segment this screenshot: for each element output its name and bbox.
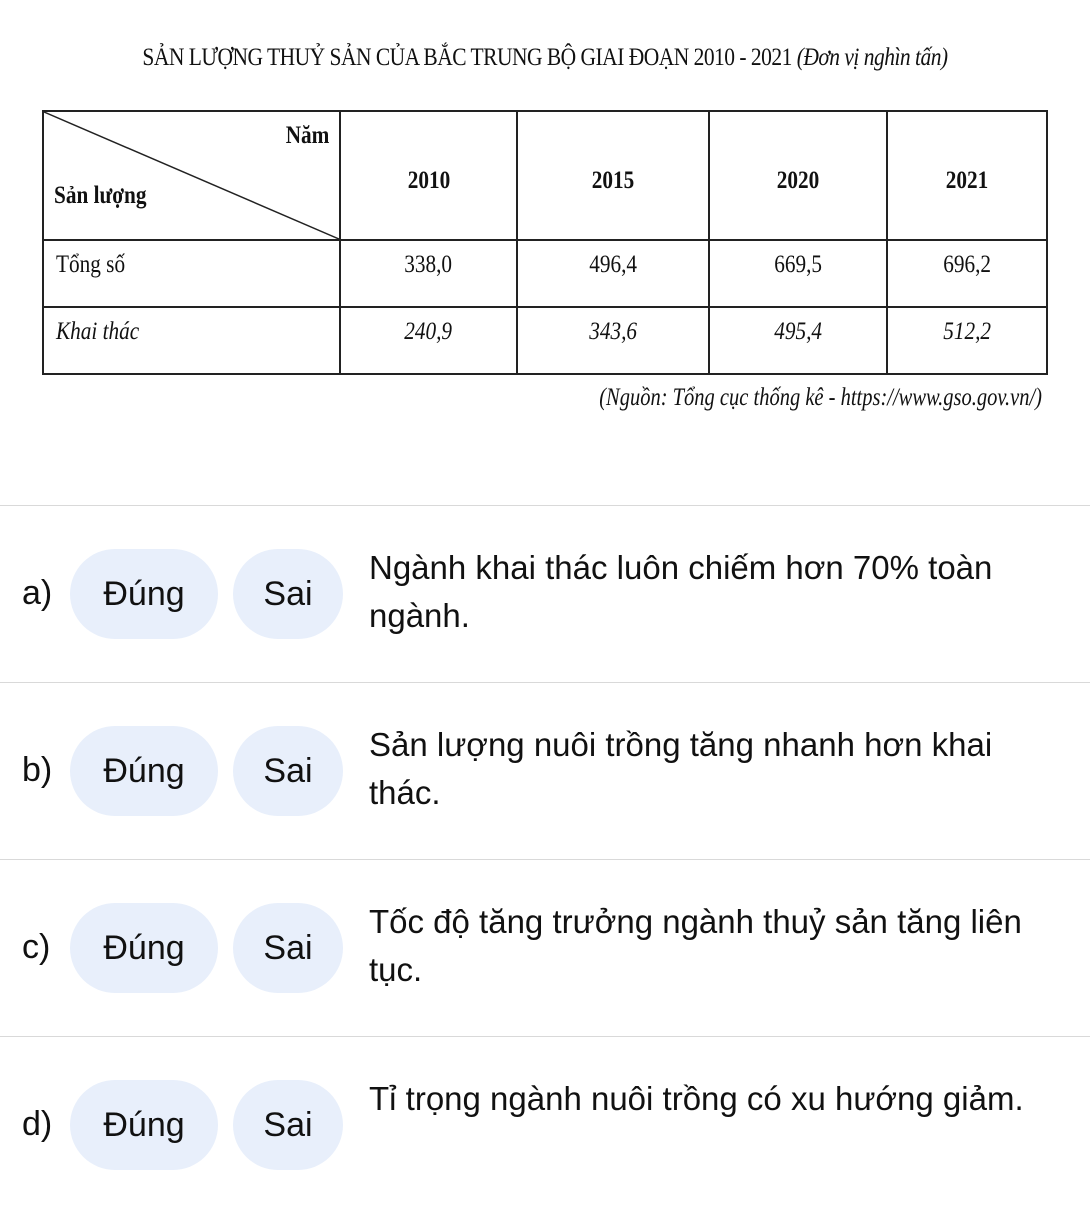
cell-fishing-2020: 495,4 (709, 307, 887, 374)
question-statement: Ngành khai thác luôn chiếm hơn 70% toàn ngành. (369, 549, 993, 634)
source-note: (Nguồn: Tổng cục thống kê - https://www.gso.gov.vn/) (599, 384, 1042, 411)
true-button[interactable]: Đúng (70, 549, 218, 639)
header-year-2021: 2021 (887, 111, 1047, 240)
table-header-row (43, 111, 1047, 240)
false-button[interactable]: Sai (233, 726, 343, 816)
question-statement: Tỉ trọng ngành nuôi trồng có xu hướng giảm. (369, 1080, 1024, 1117)
table-row-fishing (43, 307, 1047, 374)
table-row-total (43, 240, 1047, 307)
row-label-fishing: Khai thác (43, 307, 340, 374)
corner-year-label: Năm (285, 122, 329, 149)
cell-total-2020: 669,5 (709, 240, 887, 307)
true-button[interactable]: Đúng (70, 1080, 218, 1170)
cell-fishing-2015: 343,6 (517, 307, 709, 374)
false-button[interactable]: Sai (233, 549, 343, 639)
question-document-image (0, 0, 1090, 505)
header-year-2020: 2020 (709, 111, 887, 240)
header-year-2015: 2015 (517, 111, 709, 240)
cell-total-2010: 338,0 (340, 240, 517, 307)
document-title (76, 44, 1013, 72)
true-button[interactable]: Đúng (70, 903, 218, 993)
document-title-text: SẢN LƯỢNG THUỶ SẢN CỦA BẮC TRUNG BỘ GIAI ĐOẠN 2010 - 2021 (142, 44, 792, 71)
cell-total-2021: 696,2 (887, 240, 1047, 307)
header-year-2010: 2010 (340, 111, 517, 240)
document-unit: (Đơn vị nghìn tấn) (796, 44, 948, 71)
question-letter: c) (22, 928, 51, 966)
question-letter: d) (22, 1105, 53, 1143)
question-row-a (0, 506, 1090, 682)
corner-quantity-label: Sản lượng (54, 182, 147, 209)
question-letter: b) (22, 751, 53, 789)
data-table (42, 110, 1048, 375)
false-button[interactable]: Sai (233, 1080, 343, 1170)
question-statement: Sản lượng nuôi trồng tăng nhanh hơn khai thác. (369, 726, 993, 811)
question-statement: Tốc độ tăng trưởng ngành thuỷ sản tăng liên tục. (369, 903, 1022, 988)
question-row-c (0, 860, 1090, 1036)
table-corner-cell (43, 111, 340, 240)
cell-fishing-2021: 512,2 (887, 307, 1047, 374)
false-button[interactable]: Sai (233, 903, 343, 993)
question-row-b (0, 683, 1090, 859)
row-label-total: Tổng số (43, 240, 340, 307)
true-button[interactable]: Đúng (70, 726, 218, 816)
cell-total-2015: 496,4 (517, 240, 709, 307)
question-row-d (0, 1037, 1090, 1213)
question-letter: a) (22, 574, 53, 612)
cell-fishing-2010: 240,9 (340, 307, 517, 374)
